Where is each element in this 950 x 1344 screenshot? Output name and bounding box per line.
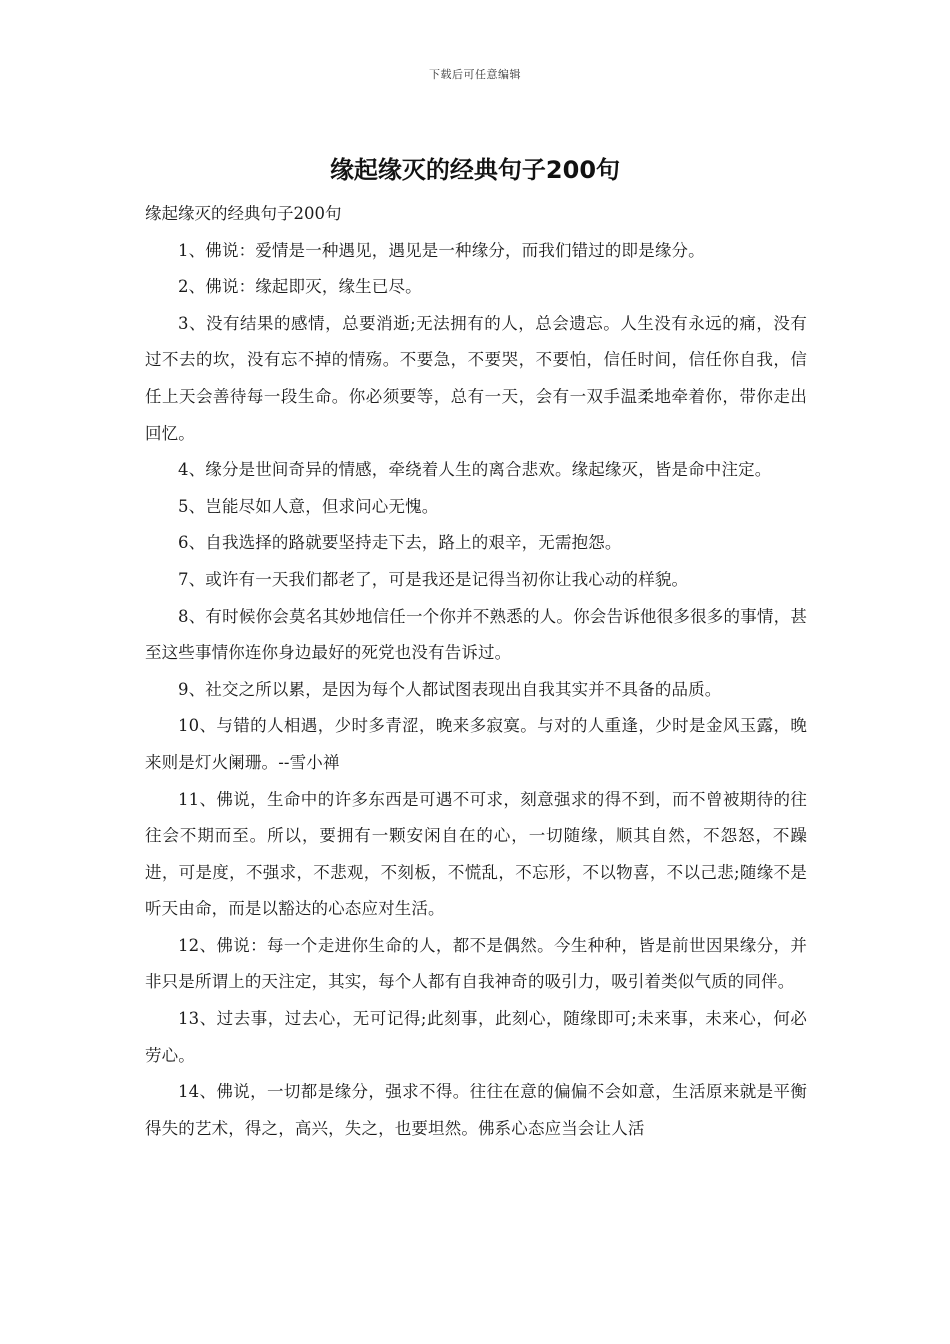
paragraph-2: 2、佛说：缘起即灭，缘生已尽。	[178, 277, 422, 297]
paragraph-5: 5、岂能尽如人意，但求问心无愧。	[178, 496, 439, 516]
paragraph-4: 4、缘分是世间奇异的情感，牵绕着人生的离合悲欢。缘起缘灭，皆是命中注定。	[178, 460, 772, 480]
document-body	[145, 196, 807, 1147]
document-subtitle: 缘起缘灭的经典句子200句	[145, 204, 342, 223]
paragraph-3: 3、没有结果的感情，总要消逝;无法拥有的人，总会遗忘。人生没有永远的痛，没有过不去的坎，没有忘不掉的情殇。不要急，不要哭，不要怕，信任时间，信任你自我，信任上天会善待每一段生命。你必须要等，总有一天，会有一双手温柔地牵着你，带你走出回忆。	[145, 313, 807, 443]
paragraph-7: 7、或许有一天我们都老了，可是我还是记得当初你让我心动的样貌。	[178, 569, 689, 589]
paragraph-6: 6、自我选择的路就要坚持走下去，路上的艰辛，无需抱怨。	[178, 533, 622, 553]
paragraph-11: 11、佛说，生命中的许多东西是可遇不可求，刻意强求的得不到，而不曾被期待的往往会不期而至。所以，要拥有一颗安闲自在的心，一切随缘，顺其自然，不怨怒，不躁进，可是度，不强求，不悲观，不刻板，不慌乱，不忘形，不以物喜，不以己悲;随缘不是听天由命，而是以豁达的心态应对生活。	[145, 789, 807, 919]
paragraph-1: 1、佛说：爱情是一种遇见，遇见是一种缘分，而我们错过的即是缘分。	[178, 240, 705, 260]
page-title: 缘起缘灭的经典句子200句	[329, 156, 621, 184]
paragraph-14: 14、佛说，一切都是缘分，强求不得。往往在意的偏偏不会如意，生活原来就是平衡得失的艺术，得之，高兴，失之，也要坦然。佛系心态应当会让人活	[145, 1082, 807, 1138]
paragraph-12: 12、佛说：每一个走进你生命的人，都不是偶然。今生种种，皆是前世因果缘分，并非只是所谓上的天注定，其实，每个人都有自我神奇的吸引力，吸引着类似气质的同伴。	[145, 935, 807, 992]
header-note: 下载后可任意编辑	[429, 68, 521, 81]
paragraph-10: 10、与错的人相遇，少时多青涩，晚来多寂寞。与对的人重逢，少时是金风玉露，晚来则是灯火阑珊。--雪小禅	[145, 716, 807, 772]
paragraph-8: 8、有时候你会莫名其妙地信任一个你并不熟悉的人。你会告诉他很多很多的事情，甚至这些事情你连你身边最好的死党也没有告诉过。	[145, 606, 807, 663]
paragraph-13: 13、过去事，过去心，无可记得;此刻事，此刻心，随缘即可;未来事，未来心，何必劳心。	[145, 1009, 807, 1065]
paragraph-9: 9、社交之所以累，是因为每个人都试图表现出自我其实并不具备的品质。	[178, 679, 722, 699]
